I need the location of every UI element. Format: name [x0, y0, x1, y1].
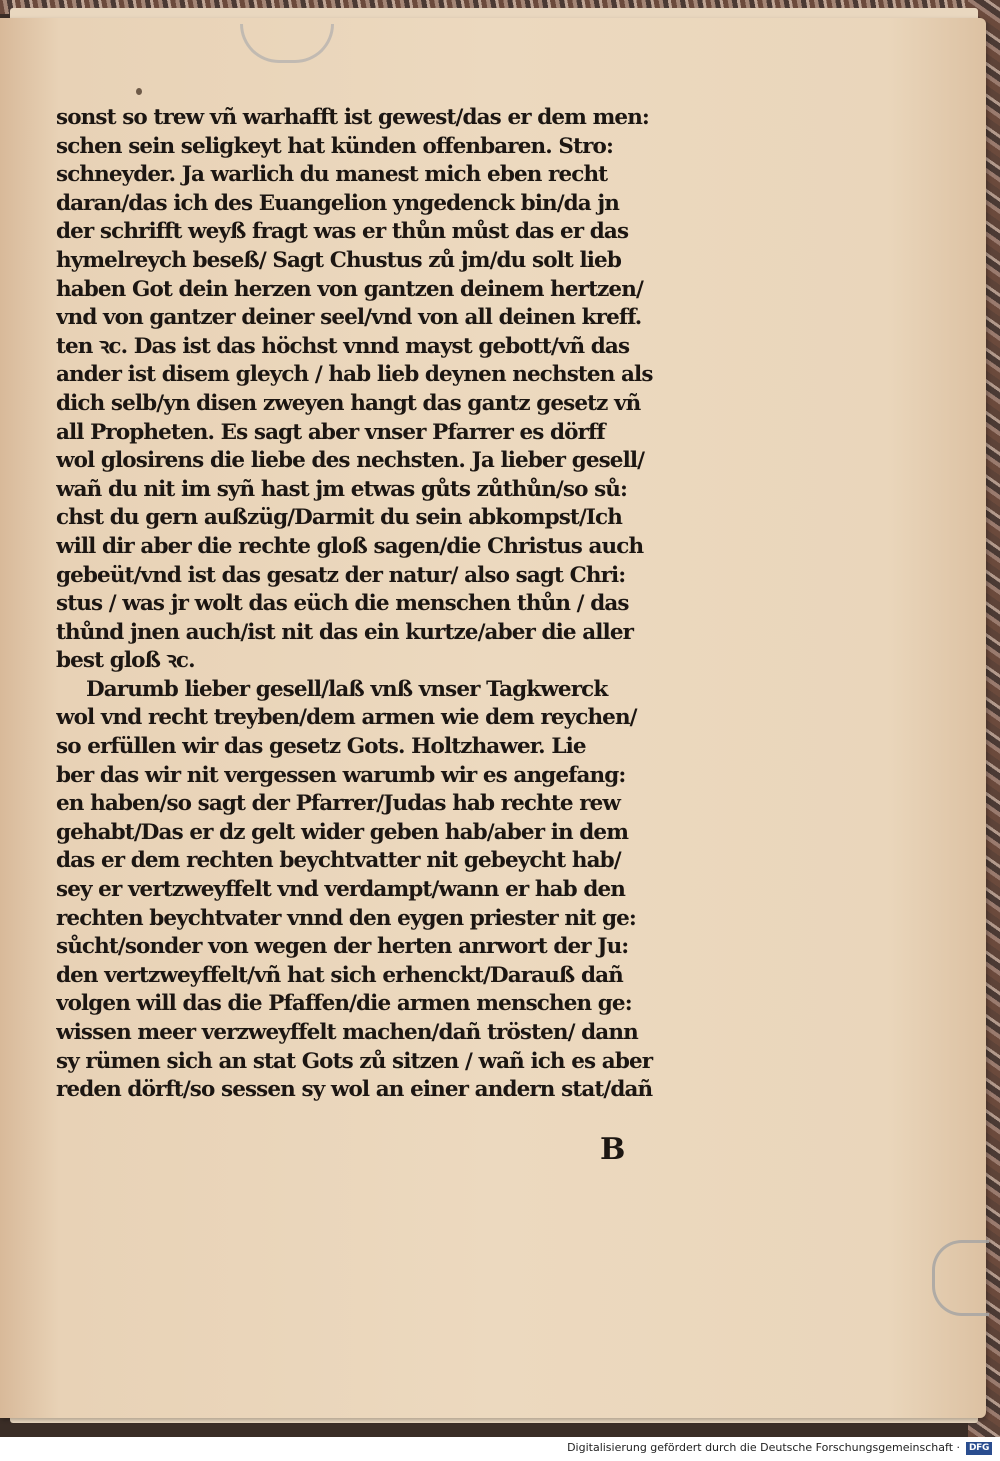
- text-line: stus / was jr wolt das eüch die menschen thůn / das: [56, 591, 629, 617]
- funding-credit: Digitalisierung gefördert durch die Deutsche Forschungsgemeinschaft ·: [567, 1441, 960, 1454]
- text-line: wañ du nit im syñ hast jm etwas gůts zůthůn/so sů:: [56, 476, 628, 502]
- page-text-block: [56, 104, 706, 1105]
- text-line: schneyder. Ja warlich du manest mich eben recht: [56, 162, 608, 188]
- text-line: gebeüt/vnd ist das gesatz der natur/ also sagt Chri:: [56, 562, 626, 588]
- text-line: ten ꝛc. Das ist das höchst vnnd mayst gebott/vñ das: [56, 333, 630, 359]
- text-line: will dir aber die rechte gloß sagen/die Christus auch: [56, 533, 644, 559]
- text-line: so erfüllen wir das gesetz Gots. Holtzhawer. Lie: [56, 734, 586, 760]
- dfg-logo-icon: DFG: [966, 1442, 992, 1455]
- text-line: gehabt/Das er dz gelt wider geben hab/aber in dem: [56, 819, 629, 845]
- text-line: rechten beychtvater vnnd den eygen priester nit ge:: [56, 905, 636, 931]
- text-line: best gloß ꝛc.: [56, 648, 195, 674]
- text-line: sey er vertzweyffelt vnd verdampt/wann er hab den: [56, 877, 626, 903]
- text-line: sonst so trew vñ warhafft ist gewest/das er dem men:: [56, 105, 649, 130]
- text-line: ander ist disem gleych / hab lieb deynen nechsten als: [56, 362, 653, 388]
- text-line: hymelreych beseß/ Sagt Chustus zů jm/du solt lieb: [56, 247, 621, 273]
- text-line: dich selb/yn disen zweyen hangt das gantz gesetz vñ: [56, 390, 641, 416]
- text-line: sůcht/sonder von wegen der herten anrwort der Ju:: [56, 934, 629, 960]
- text-line: ber das wir nit vergessen warumb wir es angefang:: [56, 762, 626, 788]
- ink-fleck: [136, 88, 142, 95]
- footer-bar: [0, 1437, 1000, 1461]
- text-line: der schrifft weyß fragt was er thůn můst das er das: [56, 219, 629, 245]
- text-line: wol vnd recht treyben/dem armen wie dem reychen/: [56, 705, 637, 731]
- text-line: daran/das ich des Euangelion yngedenck bin/da jn: [56, 190, 620, 216]
- text-line: schen sein seligkeyt hat künden offenbaren. Stro:: [56, 133, 613, 159]
- text-line: wol glosirens die liebe des nechsten. Ja lieber gesell/: [56, 448, 645, 474]
- text-line: das er dem rechten beychtvatter nit gebeycht hab/: [56, 848, 621, 874]
- text-line: volgen will das die Pfaffen/die armen menschen ge:: [56, 991, 632, 1017]
- text-line: wissen meer verzweyffelt machen/dañ trösten/ dann: [56, 1020, 638, 1045]
- text-line: haben Got dein herzen von gantzen deinem hertzen/: [56, 276, 643, 302]
- text-line: en haben/so sagt der Pfarrer/Judas hab rechte rew: [56, 791, 621, 817]
- text-line: vnd von gantzer deiner seel/vnd von all deinen kreff.: [56, 305, 642, 331]
- paperclip-top-icon: [240, 24, 334, 63]
- text-line: den vertzweyffelt/vñ hat sich erhenckt/Darauß dañ: [56, 962, 623, 988]
- text-line: chst du gern außzüg/Darmit du sein abkompst/Ich: [56, 505, 622, 531]
- text-line: reden dörft/so sessen sy wol an einer andern stat/dañ: [56, 1077, 653, 1103]
- text-line: all Propheten. Es sagt aber vnser Pfarrer es dörff: [56, 419, 605, 445]
- text-line: sy rümen sich an stat Gots zů sitzen / wañ ich es aber: [56, 1048, 653, 1074]
- text-line: thůnd jnen auch/ist nit das ein kurtze/aber die aller: [56, 619, 634, 645]
- catchword: B: [600, 1132, 626, 1167]
- text-line: Darumb lieber gesell/laß vnß vnser Tagkwerck: [86, 676, 608, 702]
- paperclip-right-icon: [932, 1240, 989, 1316]
